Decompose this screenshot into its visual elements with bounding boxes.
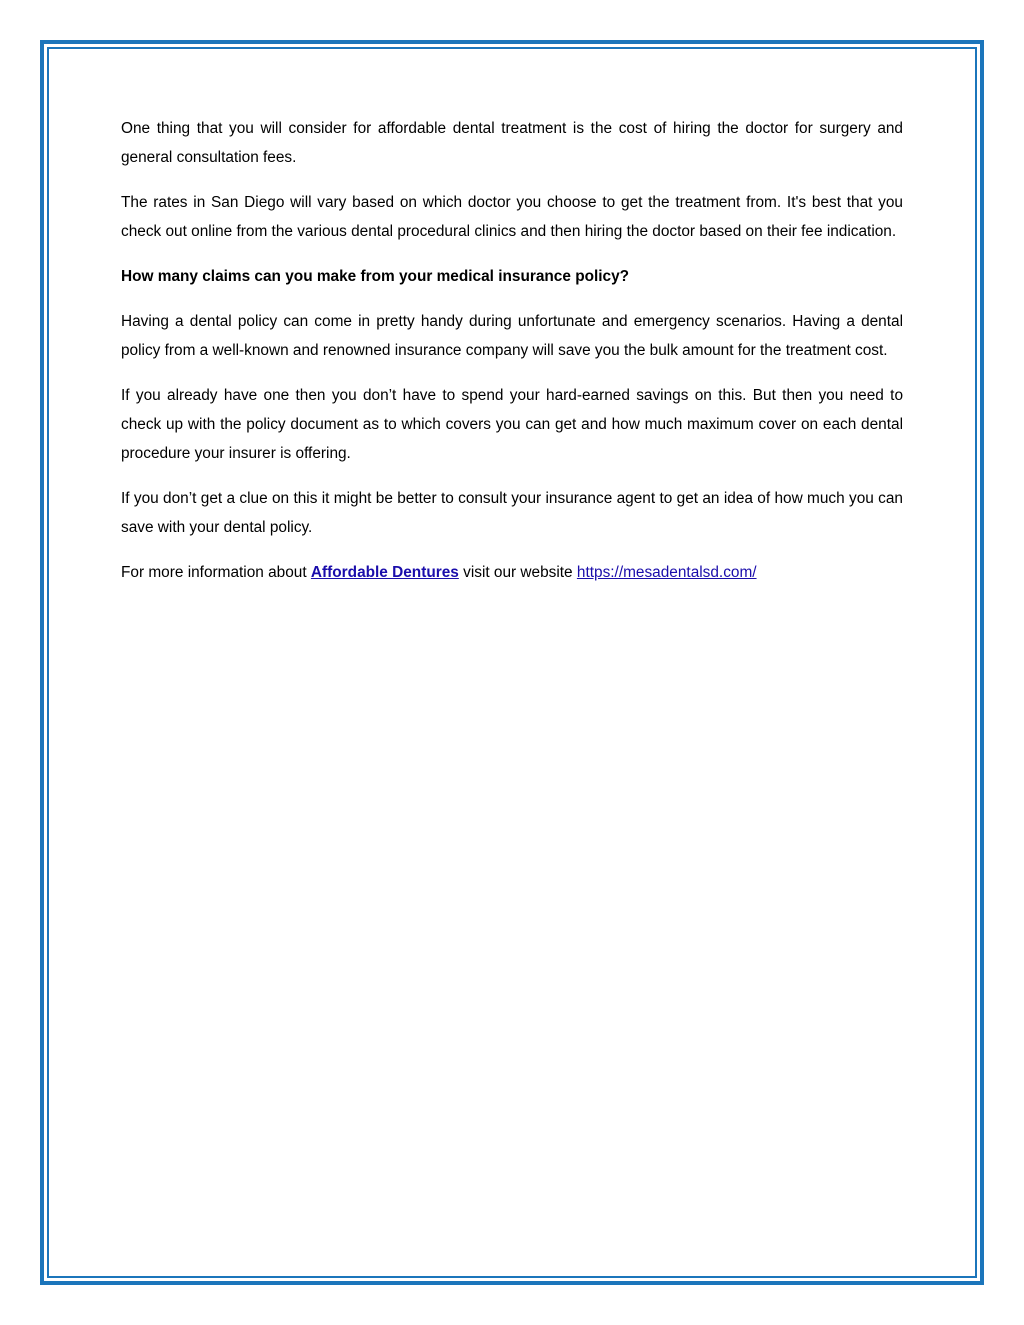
website-url-link[interactable]: https://mesadentalsd.com/	[576, 564, 757, 581]
paragraph-dental-policy: Having a dental policy can come in pretty handy during unfortunate and emergency scenarios. Having a dental policy from a well-known and renowned insurance company will save you the bulk amount for the treatment cost.	[121, 313, 903, 359]
section-heading-claims: How many claims can you make from your medical insurance policy?	[121, 268, 630, 285]
footer-middle-text: visit our website	[458, 564, 577, 581]
paragraph-savings: If you already have one then you don’t have to spend your hard-earned savings on this. But then you need to check up with the policy document as to which covers you can get and how much maximum cover on each dental procedure your insurer is offering.	[121, 387, 903, 462]
paragraph-insurance-agent: If you don’t get a clue on this it might be better to consult your insurance agent to get an idea of how much you can save with your dental policy.	[121, 490, 903, 536]
document-body	[121, 114, 903, 603]
footer-paragraph	[121, 558, 903, 587]
affordable-dentures-link[interactable]: Affordable Dentures	[310, 564, 459, 581]
paragraph-affordable-treatment: One thing that you will consider for affordable dental treatment is the cost of hiring the doctor for surgery and general consultation fees.	[121, 120, 903, 166]
footer-prefix-text: For more information about	[121, 564, 311, 581]
paragraph-san-diego-rates: The rates in San Diego will vary based on which doctor you choose to get the treatment from. It's best that you check out online from the various dental procedural clinics and then hiring the doctor based on their fee indication.	[121, 194, 903, 240]
